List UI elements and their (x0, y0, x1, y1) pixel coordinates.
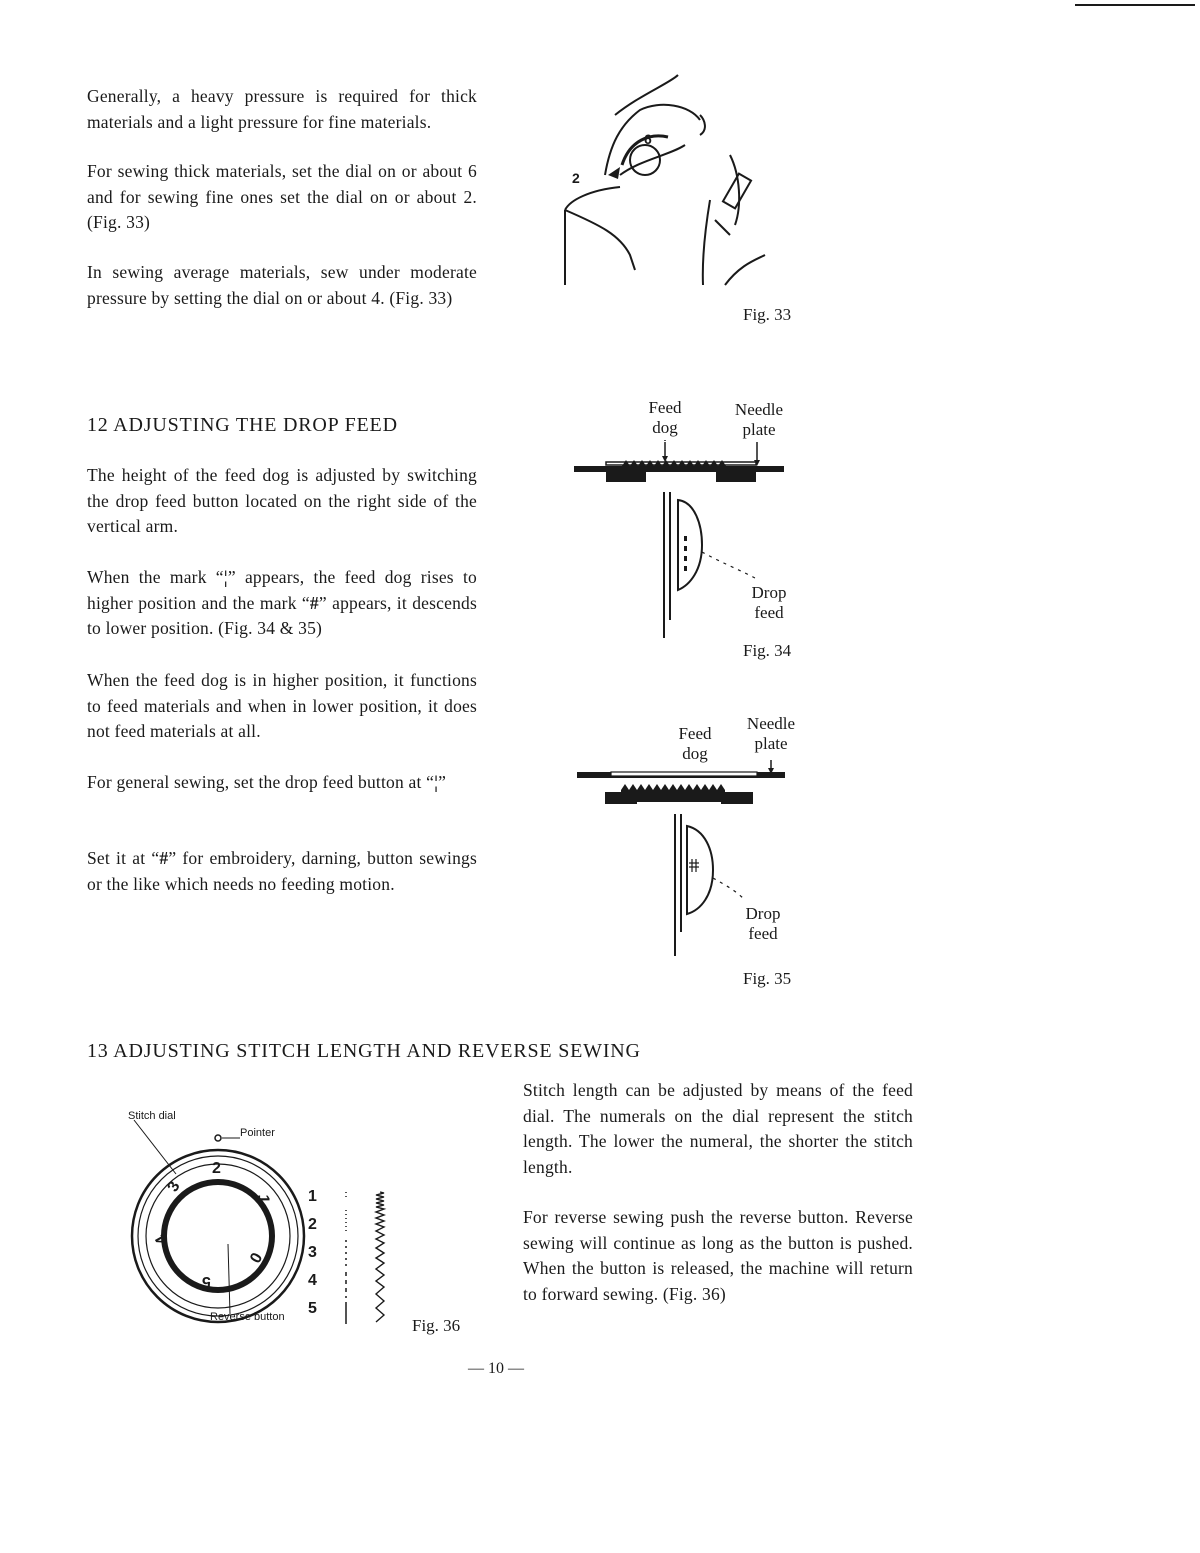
paragraph-general-sewing (87, 770, 477, 796)
fig35-caption: Fig. 35 (743, 969, 792, 988)
paragraph-pressure-average: In sewing average materials, sew under moderate pressure by setting the dial on or about 4. (Fig. 33) (87, 262, 477, 308)
fig34-drop-feed-label: Drop feed (751, 583, 787, 622)
fig36-stitch-dial-label: Stitch dial (128, 1110, 176, 1122)
feed-up-mark: ¦ (434, 772, 439, 792)
stitch-length-number: 5 (308, 1300, 317, 1317)
fig36-dial-number: 0 (245, 1249, 265, 1266)
fig36-caption: Fig. 36 (412, 1316, 461, 1335)
paragraph-pressure-general: Generally, a heavy pressure is required for thick materials and a light pressure for fine materials. (87, 86, 477, 132)
fig36-dial-number: 1 (254, 1194, 272, 1204)
embroidery-text-a: Set it at “ (87, 848, 160, 868)
fig34-feed-dog-label: Feed dog (648, 398, 682, 437)
scan-edge-line (1075, 4, 1195, 6)
stitch-length-number: 4 (308, 1272, 317, 1289)
fig35-needle-plate-label: Needle plate (746, 714, 796, 753)
fig34-caption: Fig. 34 (743, 641, 792, 660)
feed-down-mark: # (159, 848, 169, 868)
mark-text-c: ” appears, it descends to lower position. (Fig. 34 & 35) (87, 592, 477, 638)
feed-down-mark: # (309, 592, 319, 613)
fig35-feed-dog-label: Feed dog (678, 724, 712, 763)
paragraph-feed-dog-position: When the feed dog is in higher position, it functions to feed materials and when in lower position, it does not feed materials at all. (87, 670, 477, 741)
paragraph-drop-feed-marks (87, 565, 477, 642)
fig34-needle-plate-label: Needle plate (734, 400, 784, 439)
general-text-b: ” (438, 772, 447, 792)
paragraph-reverse-sewing: For reverse sewing push the reverse button. Reverse sewing will continue as long as the button is pushed. When the button is released, the machine will return to forward sewing. (Fig. 36) (523, 1207, 913, 1304)
stitch-length-number: 3 (308, 1244, 317, 1261)
section-13-heading: 13 ADJUSTING STITCH LENGTH AND REVERSE SEWING (87, 1040, 641, 1062)
mark-text-b: ” appears, the feed dog rises to higher position and the mark “ (87, 567, 477, 613)
feed-up-mark: ¦ (223, 567, 228, 587)
fig36-dial-number: 5 (202, 1273, 211, 1290)
stitch-length-number: 2 (308, 1216, 317, 1233)
fig35-drop-feed-label: Drop feed (745, 904, 781, 943)
fig36-dial-number: 3 (164, 1178, 184, 1195)
general-text-a: For general sewing, set the drop feed button at “ (87, 772, 435, 792)
section-12-heading: 12 ADJUSTING THE DROP FEED (87, 414, 398, 436)
fig36-pointer-label: Pointer (240, 1127, 275, 1139)
paragraph-pressure-thick-fine: For sewing thick materials, set the dial on or about 6 and for sewing fine ones set the dial on or about 2. (Fig. 33) (87, 161, 477, 232)
paragraph-drop-feed-intro: The height of the feed dog is adjusted by switching the drop feed button located on the right side of the vertical arm. (87, 465, 477, 536)
embroidery-text-b: ” for embroidery, darning, button sewings or the like which needs no feeding motion. (87, 848, 477, 894)
paragraph-embroidery (87, 846, 477, 897)
stitch-length-number: 1 (308, 1188, 317, 1205)
fig36-reverse-button-label: Reverse button (210, 1311, 285, 1323)
stitch-length-samples (340, 1190, 400, 1325)
fig33-dial-mark-6: 6 (644, 131, 652, 147)
page-number: — 10 — (468, 1360, 524, 1377)
fig36-dial-number: 4 (152, 1231, 172, 1248)
fig33-pressure-dial-illustration (560, 75, 790, 290)
fig33-dial-mark-2: 2 (572, 170, 580, 186)
paragraph-stitch-length: Stitch length can be adjusted by means of the feed dial. The numerals on the dial represent the stitch length. The lower the numeral, the shorter the stitch length. (523, 1080, 913, 1177)
fig36-stitch-dial (120, 1118, 320, 1318)
fig36-dial-number: 2 (212, 1160, 221, 1177)
mark-text-a: When the mark “ (87, 567, 224, 587)
fig33-caption: Fig. 33 (743, 305, 792, 324)
